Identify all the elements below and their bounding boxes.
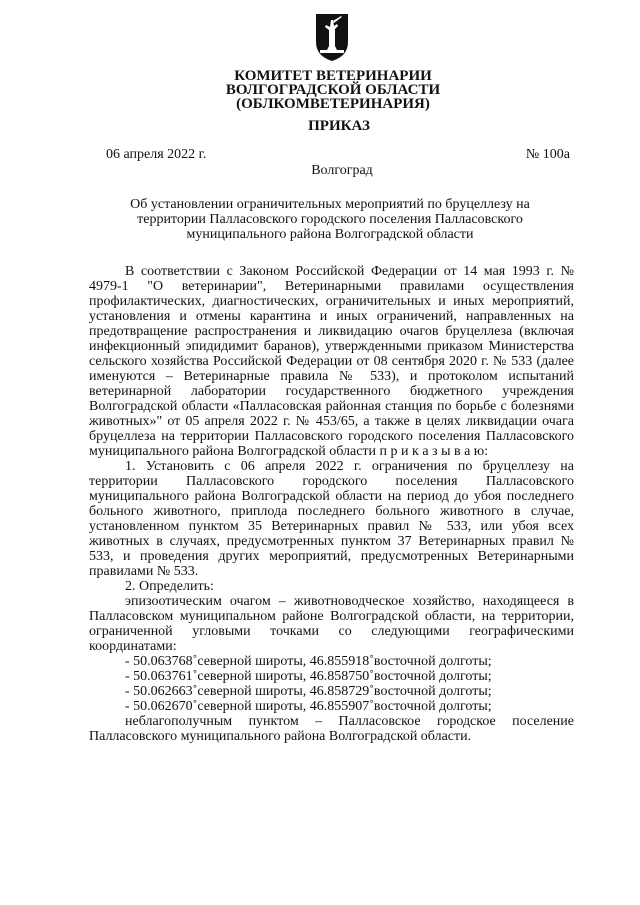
focus-paragraph: эпизоотическим очагом – животноводческое хозяйство, находящееся в Палласовском муниципальном районе Волгоградской области, на территории, ограниченной угловыми точками со следующими географическими координатами: [89, 594, 574, 654]
org-line: ВОЛГОГРАДСКОЙ ОБЛАСТИ [225, 82, 441, 98]
order-number: № 100а [525, 147, 570, 162]
item-2-paragraph: 2. Определить: [125, 579, 214, 594]
order-title: ПРИКАЗ [308, 118, 370, 134]
org-line: (ОБЛКОМВЕТЕРИНАРИЯ) [236, 96, 430, 112]
coordinate-item: - 50.062670˚северной широты, 46.855907˚восточной долготы; [125, 699, 492, 714]
order-city: Волгоград [311, 163, 373, 178]
unfavorable-point-paragraph: неблагополучным пунктом – Палласовское городское поселение Палласовского муниципального района Волгоградской области. [89, 714, 574, 744]
coordinate-item: - 50.062663˚северной широты, 46.858729˚восточной долготы; [125, 684, 492, 699]
intro-paragraph: В соответствии с Законом Российской Федерации от 14 мая 1993 г. № 4979-1 "О ветеринарии", Ветеринарными правилами осуществления профилактических, диагностических, ограничительных и иных мероприятий, установления и отмены карантина и иных ограничений, направленных на предотвращение распространения и ликвидацию очагов бруцеллеза (включая инфекционный эпидидимит баранов), утвержденными приказом Министерства сельского хозяйства Российской Федерации от 08 сентября 2020 г. № 533 (далее именуются – Ветеринарные правила № 533), и протоколом испытаний ветеринарной лаборатории государственного бюджетного учреждения Волгоградской области «Палласовская районная станция по борьбе с болезнями животных»" от 05 апреля 2022 г. № 453/65, а также в целях ликвидации очага бруцеллеза на территории Палласовского городского поселения Палласовского муниципального района Волгоградской области п р и к а з ы в а ю: [89, 264, 574, 459]
org-line: КОМИТЕТ ВЕТЕРИНАРИИ [234, 68, 432, 84]
volgograd-emblem-icon [314, 12, 350, 62]
order-body [89, 264, 574, 744]
coordinate-item: - 50.063768˚северной широты, 46.855918˚восточной долготы; [125, 654, 492, 669]
coordinate-item: - 50.063761˚северной широты, 46.858750˚восточной долготы; [125, 669, 492, 684]
coordinates-list [89, 654, 574, 714]
order-date: 06 апреля 2022 г. [106, 147, 207, 162]
item-1-paragraph: 1. Установить с 06 апреля 2022 г. ограничения по бруцеллезу на территории Палласовского городского поселения Палласовского муниципального района Волгоградской области на период до убоя последнего больного животного, приплода последнего больного животного в случае, установленном пунктом 35 Ветеринарных правил № 533, или убоя всех животных в случаях, предусмотренных пунктом 37 Ветеринарных правил № 533, и проведения других мероприятий, предусмотренных Ветеринарными правилами № 533. [89, 459, 574, 579]
organization-name [0, 69, 640, 111]
order-subject: Об установлении ограничительных мероприятий по бруцеллезу на территории Палласовского городского поселения Палласовского муниципального района Волгоградской области [130, 197, 530, 242]
